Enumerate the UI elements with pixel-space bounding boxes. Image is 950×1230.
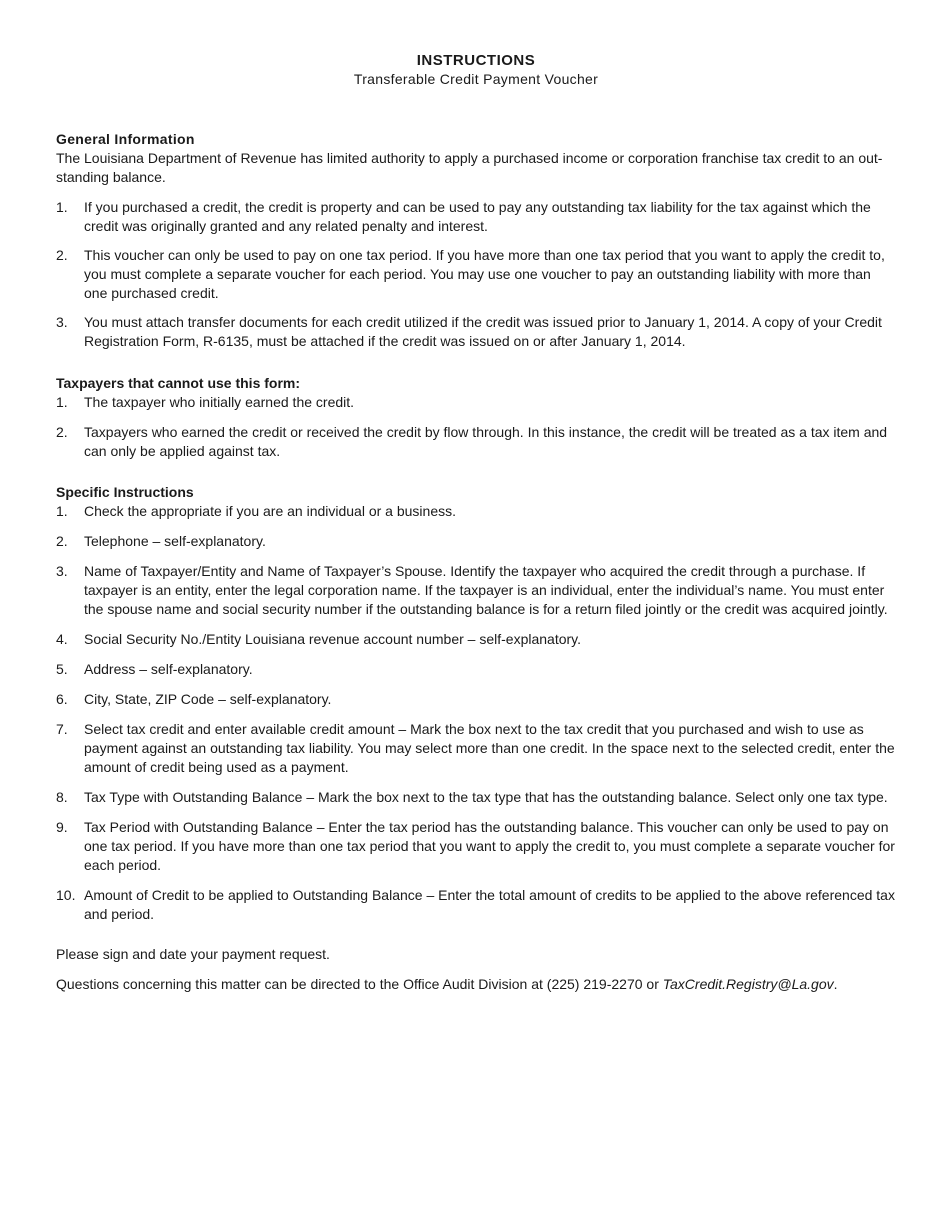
page-title: INSTRUCTIONS xyxy=(416,52,536,69)
item-number: 1. xyxy=(56,503,68,519)
item-number: 3. xyxy=(56,563,68,579)
item-text: Select tax credit and enter available credit amount – Mark the box next to the tax credit that you purchased and wish to use as payment against an outstanding tax liability. You may select more than one credit. In the space next to the selected credit, enter the amount of credit being used as a payment. xyxy=(84,721,895,775)
item-text: Telephone – self-explanatory. xyxy=(84,533,266,549)
specific-item xyxy=(56,886,896,924)
specific-instructions-heading: Specific Instructions xyxy=(56,484,194,500)
specific-item xyxy=(56,532,896,551)
item-text: Address – self-explanatory. xyxy=(84,661,253,677)
item-text: Check the appropriate if you are an individual or a business. xyxy=(84,503,456,519)
specific-item xyxy=(56,818,896,875)
general-information-section xyxy=(56,130,896,351)
page-subtitle: Transferable Credit Payment Voucher xyxy=(353,71,599,87)
general-information-list xyxy=(56,198,896,351)
item-text: City, State, ZIP Code – self-explanatory. xyxy=(84,691,332,707)
item-number: 4. xyxy=(56,631,68,647)
cannot-use-heading: Taxpayers that cannot use this form: xyxy=(56,375,301,391)
item-number: 1. xyxy=(56,199,68,215)
specific-item xyxy=(56,690,896,709)
specific-instructions-list xyxy=(56,502,896,924)
specific-item xyxy=(56,788,896,807)
item-text: The taxpayer who initially earned the credit. xyxy=(84,394,355,410)
item-number: 10. xyxy=(56,887,76,903)
item-text: Name of Taxpayer/Entity and Name of Taxpayer’s Spouse. Identify the taxpayer who acquired the credit through a purchase. If taxpayer is an entity, enter the legal corporation name. If the taxpayer is an individual, enter the individual’s name. You must enter the spouse name and social security number if the outstanding balance is for a return filed jointly or the credit was acquired jointly. xyxy=(84,563,888,617)
cannot-use-section xyxy=(56,374,896,461)
item-text: Amount of Credit to be applied to Outstanding Balance – Enter the total amount of credits to be applied to the above referenced tax and period. xyxy=(84,887,895,922)
item-text: If you purchased a credit, the credit is property and can be used to pay any outstanding tax liability for the tax against which the credit was originally granted and any related penalty and interest. xyxy=(84,199,871,234)
specific-instructions-section xyxy=(56,483,896,924)
item-number: 2. xyxy=(56,247,68,263)
item-text: This voucher can only be used to pay on one tax period. If you have more than one tax period that you want to apply the credit to, you must complete a separate voucher for each period. You may use one voucher to pay an outstanding liability with more than one purchased credit. xyxy=(84,247,885,301)
item-number: 5. xyxy=(56,661,68,677)
general-information-intro: The Louisiana Department of Revenue has limited authority to apply a purchased income or corporation franchise tax credit to an out-standing balance. xyxy=(56,150,883,185)
item-number: 8. xyxy=(56,789,68,805)
instructions-page xyxy=(56,52,896,994)
item-number: 9. xyxy=(56,819,68,835)
item-text: Tax Period with Outstanding Balance – Enter the tax period has the outstanding balance. This voucher can only be used to pay on one tax period. If you have more than one tax period that you want to apply the credit to, you must complete a separate voucher for each period. xyxy=(84,819,895,873)
cannot-use-item xyxy=(56,423,896,461)
item-number: 6. xyxy=(56,691,68,707)
item-text: Tax Type with Outstanding Balance – Mark the box next to the tax type that has the outstanding balance. Select only one tax type. xyxy=(84,789,888,805)
specific-item xyxy=(56,660,896,679)
item-number: 7. xyxy=(56,721,68,737)
general-item xyxy=(56,198,896,236)
item-text: You must attach transfer documents for each credit utilized if the credit was issued prior to January 1, 2014. A copy of your Credit Registration Form, R-6135, must be attached if the credit was issued on or after January 1, 2014. xyxy=(84,314,882,349)
contact-prefix: Questions concerning this matter can be directed to the Office Audit Division at (225) 219-2270 or xyxy=(56,976,663,992)
general-item xyxy=(56,246,896,303)
cannot-use-item xyxy=(56,393,896,412)
contact-email-link[interactable]: TaxCredit.Registry@La.gov xyxy=(662,976,834,992)
item-text: Social Security No./Entity Louisiana revenue account number – self-explanatory. xyxy=(84,631,582,647)
specific-item xyxy=(56,502,896,521)
cannot-use-list xyxy=(56,393,896,461)
general-information-heading: General Information xyxy=(56,131,195,147)
item-number: 1. xyxy=(56,394,68,410)
item-number: 2. xyxy=(56,533,68,549)
specific-item xyxy=(56,720,896,777)
sign-date-note: Please sign and date your payment request. xyxy=(56,946,330,962)
specific-item xyxy=(56,630,896,649)
item-number: 2. xyxy=(56,424,68,440)
contact-line xyxy=(56,975,896,994)
general-item xyxy=(56,313,896,351)
item-number: 3. xyxy=(56,314,68,330)
contact-suffix: . xyxy=(833,976,838,992)
item-text: Taxpayers who earned the credit or received the credit by flow through. In this instance, the credit will be treated as a tax item and can only be applied against tax. xyxy=(84,424,888,459)
specific-item xyxy=(56,562,896,619)
